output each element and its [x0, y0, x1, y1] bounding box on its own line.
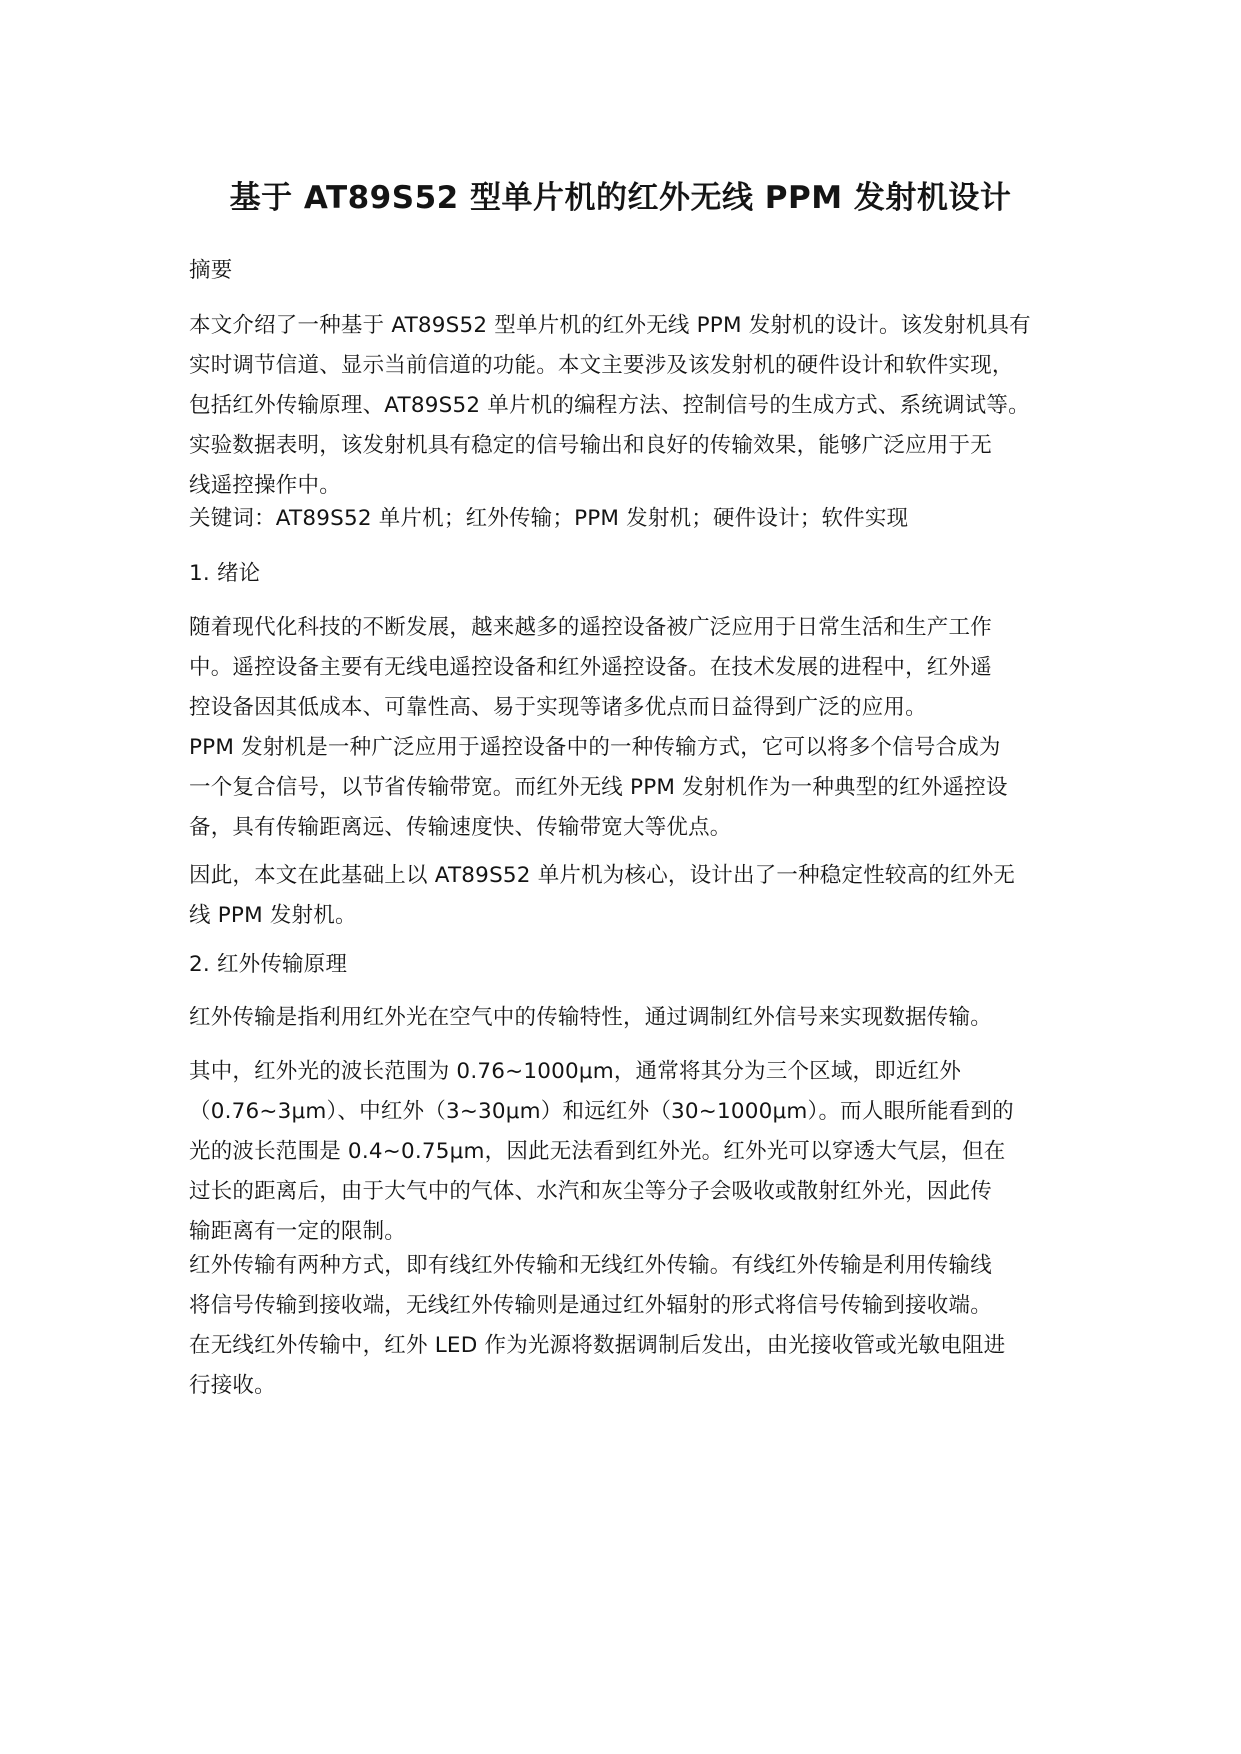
section2-paragraph-2	[189, 1052, 1069, 1252]
paragraph-line: 将信号传输到接收端，无线红外传输则是通过红外辐射的形式将信号传输到接收端。	[189, 1293, 992, 1318]
paragraph-line: 光的波长范围是 0.4~0.75μm，因此无法看到红外光。红外光可以穿透大气层，但在	[189, 1139, 1006, 1164]
abstract-heading: 摘要	[189, 258, 233, 283]
abstract-line: 本文介绍了一种基于 AT89S52 型单片机的红外无线 PPM 发射机的设计。该发射机具有	[189, 313, 1031, 338]
paragraph-line: 控设备因其低成本、可靠性高、易于实现等诸多优点而日益得到广泛的应用。	[189, 695, 927, 720]
document-title: 基于 AT89S52 型单片机的红外无线 PPM 发射机设计	[229, 180, 1012, 216]
paragraph-line: 过长的距离后，由于大气中的气体、水汽和灰尘等分子会吸收或散射红外光，因此传	[189, 1179, 992, 1204]
paragraph-line: 随着现代化科技的不断发展，越来越多的遥控设备被广泛应用于日常生活和生产工作	[189, 615, 992, 640]
section1-paragraph-1	[189, 608, 1069, 728]
paragraph-line: 一个复合信号，以节省传输带宽。而红外无线 PPM 发射机作为一种典型的红外遥控设	[189, 775, 1008, 800]
paragraph-line: 输距离有一定的限制。	[189, 1219, 407, 1244]
section1-paragraph-2	[189, 728, 1069, 848]
section1-paragraph-3	[189, 856, 1069, 936]
paragraph-line: PPM 发射机是一种广泛应用于遥控设备中的一种传输方式，它可以将多个信号合成为	[189, 735, 1001, 760]
abstract-line: 线遥控操作中。	[189, 473, 341, 498]
section1-heading: 1. 绪论	[189, 561, 261, 586]
paragraph-line: 其中，红外光的波长范围为 0.76~1000μm，通常将其分为三个区域，即近红外	[189, 1059, 962, 1084]
abstract-line: 包括红外传输原理、AT89S52 单片机的编程方法、控制信号的生成方式、系统调试等。	[189, 393, 1030, 418]
section2-heading: 2. 红外传输原理	[189, 952, 348, 977]
paragraph-line: 红外传输是指利用红外光在空气中的传输特性，通过调制红外信号来实现数据传输。	[189, 1005, 992, 1030]
section2-paragraph-1	[189, 998, 1069, 1038]
section2-paragraph-3	[189, 1246, 1069, 1406]
keywords: 关键词：AT89S52 单片机；红外传输；PPM 发射机；硬件设计；软件实现	[189, 506, 909, 531]
paragraph-line: 行接收。	[189, 1373, 276, 1398]
paragraph-line: （0.76~3μm）、中红外（3~30μm）和远红外（30~1000μm）。而人眼所能看到的	[189, 1099, 1014, 1124]
abstract-paragraph	[189, 306, 1069, 506]
paragraph-line: 备，具有传输距离远、传输速度快、传输带宽大等优点。	[189, 815, 732, 840]
paragraph-line: 中。遥控设备主要有无线电遥控设备和红外遥控设备。在技术发展的进程中，红外遥	[189, 655, 992, 680]
paragraph-line: 因此，本文在此基础上以 AT89S52 单片机为核心，设计出了一种稳定性较高的红外无	[189, 863, 1016, 888]
abstract-line: 实时调节信道、显示当前信道的功能。本文主要涉及该发射机的硬件设计和软件实现，	[189, 353, 1014, 378]
paragraph-line: 线 PPM 发射机。	[189, 903, 357, 928]
abstract-line: 实验数据表明，该发射机具有稳定的信号输出和良好的传输效果，能够广泛应用于无	[189, 433, 992, 458]
paragraph-line: 在无线红外传输中，红外 LED 作为光源将数据调制后发出，由光接收管或光敏电阻进	[189, 1333, 1006, 1358]
paragraph-line: 红外传输有两种方式，即有线红外传输和无线红外传输。有线红外传输是利用传输线	[189, 1253, 992, 1278]
